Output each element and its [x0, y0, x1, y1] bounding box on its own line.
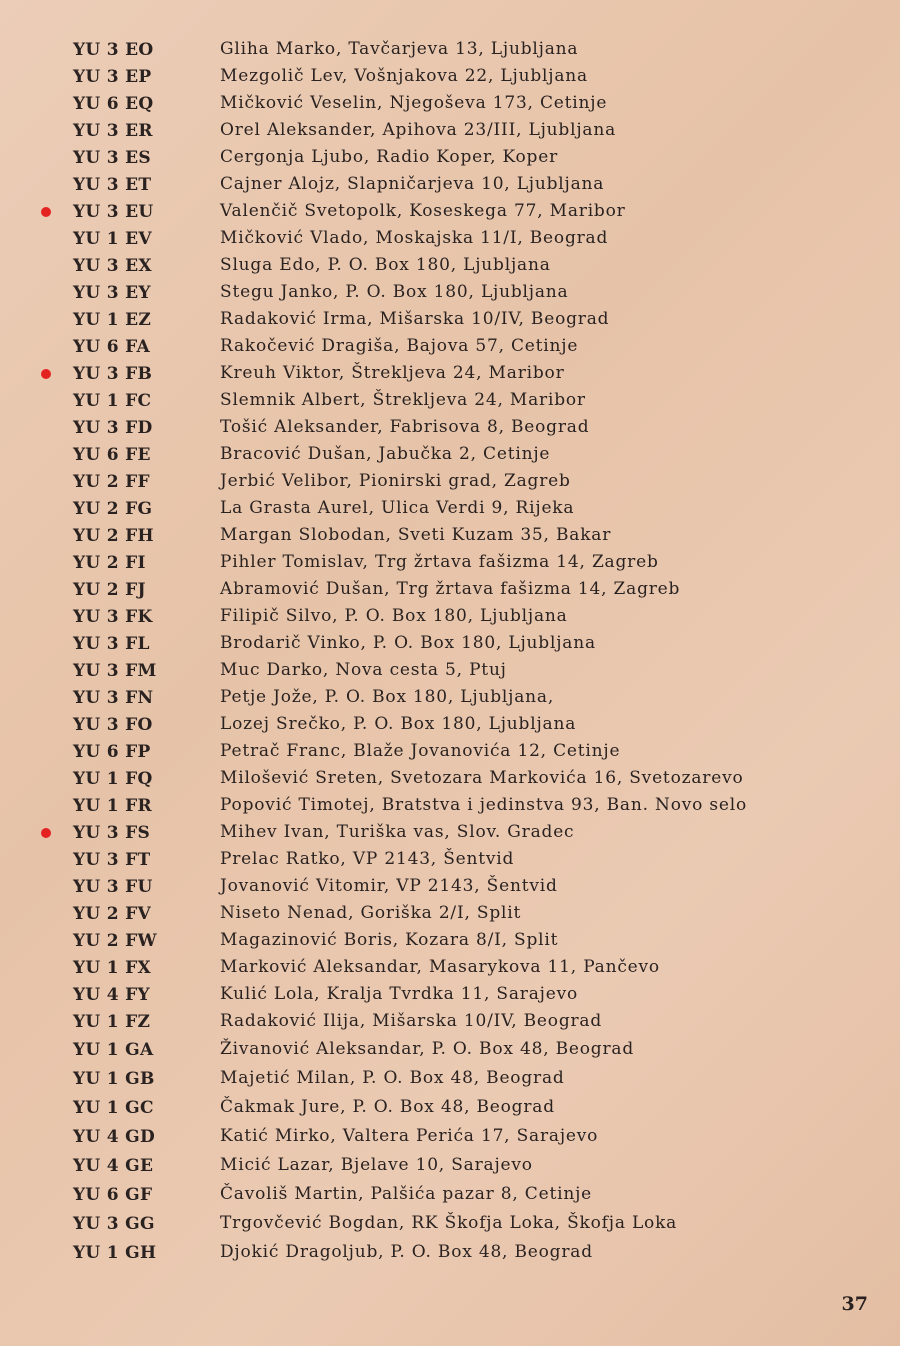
list-item: [0, 847, 900, 874]
entry-text: Tošić Aleksander, Fabrisova 8, Beograd: [220, 417, 590, 437]
list-item: [0, 523, 900, 550]
callsign: YU 2 FH: [73, 526, 154, 546]
list-item: [0, 145, 900, 172]
callsign: YU 3 EP: [73, 67, 152, 87]
list-item: [0, 253, 900, 280]
callsign: YU 6 FE: [73, 445, 151, 465]
callsign: YU 3 GG: [73, 1214, 155, 1234]
list-item: [0, 550, 900, 577]
callsign: YU 4 FY: [73, 985, 150, 1005]
entry-text: Marković Aleksandar, Masarykova 11, Pančevo: [220, 957, 660, 977]
page-number: 37: [841, 1293, 868, 1315]
callsign: YU 4 GE: [73, 1156, 154, 1176]
entry-text: Čavoliš Martin, Palšića pazar 8, Cetinje: [220, 1184, 593, 1204]
list-item: [0, 604, 900, 631]
callsign: YU 2 FW: [73, 931, 157, 951]
entry-text: Rakočević Dragiša, Bajova 57, Cetinje: [220, 336, 579, 356]
entry-text: Margan Slobodan, Sveti Kuzam 35, Bakar: [220, 525, 612, 545]
callsign: YU 4 GD: [73, 1127, 155, 1147]
list-item: [0, 1124, 900, 1153]
list-item: [0, 1095, 900, 1124]
list-item: [0, 1153, 900, 1182]
entry-text: Prelac Ratko, VP 2143, Šentvid: [220, 849, 515, 869]
callsign: YU 6 FP: [73, 742, 151, 762]
callsign: YU 3 FL: [73, 634, 150, 654]
list-item: [0, 901, 900, 928]
entry-text: Stegu Janko, P. O. Box 180, Ljubljana: [220, 282, 569, 302]
callsign: YU 3 EX: [73, 256, 152, 276]
entry-text: Kreuh Viktor, Štrekljeva 24, Maribor: [220, 363, 565, 383]
list-item: [0, 334, 900, 361]
list-item: [0, 577, 900, 604]
list-item: [0, 388, 900, 415]
callsign: YU 1 GA: [73, 1040, 154, 1060]
list-item: [0, 172, 900, 199]
list-item: [0, 226, 900, 253]
entry-text: Trgovčević Bogdan, RK Škofja Loka, Škofja Loka: [220, 1213, 678, 1233]
list-item: [0, 739, 900, 766]
entry-text: Popović Timotej, Bratstva i jedinstva 93, Ban. Novo selo: [220, 795, 748, 815]
list-item: [0, 982, 900, 1009]
entry-text: Niseto Nenad, Goriška 2/I, Split: [220, 903, 522, 923]
callsign: YU 3 FN: [73, 688, 154, 708]
entry-text: Čakmak Jure, P. O. Box 48, Beograd: [220, 1097, 555, 1117]
list-item: [0, 496, 900, 523]
list-item: [0, 1211, 900, 1240]
callsign: YU 3 EO: [73, 40, 154, 60]
callsign: YU 3 ET: [73, 175, 152, 195]
callsign: YU 1 EZ: [73, 310, 152, 330]
callsign: YU 2 FG: [73, 499, 153, 519]
callsign: YU 1 GC: [73, 1098, 154, 1118]
entry-text: Milošević Sreten, Svetozara Markovića 16, Svetozarevo: [220, 768, 744, 788]
entry-text: Živanović Aleksandar, P. O. Box 48, Beograd: [220, 1039, 635, 1059]
entry-text: Jovanović Vitomir, VP 2143, Šentvid: [220, 876, 558, 896]
entry-text: Brodarič Vinko, P. O. Box 180, Ljubljana: [220, 633, 596, 653]
entry-text: Radaković Ilija, Mišarska 10/IV, Beograd: [220, 1011, 603, 1031]
red-dot-marker: [41, 828, 51, 838]
list-item: [0, 1009, 900, 1037]
list-item: [0, 1182, 900, 1211]
callsign: YU 2 FI: [73, 553, 146, 573]
callsign: YU 3 EY: [73, 283, 151, 303]
callsign: YU 3 ES: [73, 148, 151, 168]
callsign: YU 3 FK: [73, 607, 153, 627]
entry-text: Mezgolič Lev, Vošnjakova 22, Ljubljana: [220, 66, 588, 86]
entry-text: Petrač Franc, Blaže Jovanovića 12, Cetinje: [220, 741, 621, 761]
entry-text: Djokić Dragoljub, P. O. Box 48, Beograd: [220, 1242, 593, 1262]
entry-text: Orel Aleksander, Apihova 23/III, Ljubljana: [220, 120, 617, 140]
list-item: [0, 415, 900, 442]
callsign: YU 2 FJ: [73, 580, 146, 600]
list-item: [0, 469, 900, 496]
list-item: [0, 685, 900, 712]
entry-text: Valenčič Svetopolk, Koseskega 77, Maribor: [220, 201, 626, 221]
callsign: YU 2 FV: [73, 904, 151, 924]
callsign: YU 1 GH: [73, 1243, 157, 1263]
callsign: YU 1 FR: [73, 796, 152, 816]
entry-text: Mičković Vlado, Moskajska 11/I, Beograd: [220, 228, 609, 248]
callsign: YU 1 FQ: [73, 769, 153, 789]
entry-text: Cajner Alojz, Slapničarjeva 10, Ljubljana: [220, 174, 605, 194]
list-item: [0, 361, 900, 388]
callsign: YU 3 FT: [73, 850, 151, 870]
list-item: [0, 874, 900, 901]
entry-text: Sluga Edo, P. O. Box 180, Ljubljana: [220, 255, 551, 275]
callsign: YU 3 FU: [73, 877, 153, 897]
callsign: YU 1 FC: [73, 391, 152, 411]
list-item: [0, 64, 900, 91]
list-item: [0, 199, 900, 226]
entry-text: Magazinović Boris, Kozara 8/I, Split: [220, 930, 559, 950]
list-item: [0, 820, 900, 847]
callsign: YU 1 GB: [73, 1069, 155, 1089]
list-item: [0, 118, 900, 145]
red-dot-marker: [41, 207, 51, 217]
callsign: YU 1 FX: [73, 958, 151, 978]
list-item: [0, 1240, 900, 1269]
callsign: YU 6 GF: [73, 1185, 153, 1205]
entry-text: Cergonja Ljubo, Radio Koper, Koper: [220, 147, 559, 167]
list-item: [0, 955, 900, 982]
list-item: [0, 1037, 900, 1066]
entry-text: Bracović Dušan, Jabučka 2, Cetinje: [220, 444, 551, 464]
entry-text: La Grasta Aurel, Ulica Verdi 9, Rijeka: [220, 498, 575, 518]
callsign: YU 2 FF: [73, 472, 150, 492]
list-item: [0, 442, 900, 469]
callsign: YU 1 FZ: [73, 1012, 151, 1032]
entry-text: Pihler Tomislav, Trg žrtava fašizma 14, Zagreb: [220, 552, 659, 572]
entry-text: Gliha Marko, Tavčarjeva 13, Ljubljana: [220, 39, 579, 59]
entry-text: Lozej Srečko, P. O. Box 180, Ljubljana: [220, 714, 577, 734]
callsign: YU 3 FM: [73, 661, 157, 681]
entry-text: Muc Darko, Nova cesta 5, Ptuj: [220, 660, 507, 680]
list-item: [0, 793, 900, 820]
callsign-list: [0, 37, 900, 1269]
callsign: YU 6 FA: [73, 337, 150, 357]
list-item: [0, 658, 900, 685]
entry-text: Slemnik Albert, Štrekljeva 24, Maribor: [220, 390, 586, 410]
list-item: [0, 280, 900, 307]
entry-text: Majetić Milan, P. O. Box 48, Beograd: [220, 1068, 565, 1088]
entry-text: Mičković Veselin, Njegoševa 173, Cetinje: [220, 93, 608, 113]
entry-text: Katić Mirko, Valtera Perića 17, Sarajevo: [220, 1126, 599, 1146]
entry-text: Micić Lazar, Bjelave 10, Sarajevo: [220, 1155, 533, 1175]
callsign: YU 3 EU: [73, 202, 154, 222]
list-item: [0, 91, 900, 118]
callsign: YU 1 EV: [73, 229, 152, 249]
entry-text: Mihev Ivan, Turiška vas, Slov. Gradec: [220, 822, 575, 842]
callsign: YU 3 FO: [73, 715, 153, 735]
callsign: YU 3 FD: [73, 418, 153, 438]
list-item: [0, 928, 900, 955]
list-item: [0, 631, 900, 658]
list-item: [0, 712, 900, 739]
entry-text: Radaković Irma, Mišarska 10/IV, Beograd: [220, 309, 610, 329]
entry-text: Jerbić Velibor, Pionirski grad, Zagreb: [220, 471, 571, 491]
list-item: [0, 307, 900, 334]
entry-text: Abramović Dušan, Trg žrtava fašizma 14, Zagreb: [220, 579, 681, 599]
red-dot-marker: [41, 369, 51, 379]
callsign: YU 3 ER: [73, 121, 153, 141]
callsign: YU 3 FB: [73, 364, 153, 384]
list-item: [0, 1066, 900, 1095]
entry-text: Kulić Lola, Kralja Tvrdka 11, Sarajevo: [220, 984, 579, 1004]
callsign: YU 3 FS: [73, 823, 151, 843]
callsign: YU 6 EQ: [73, 94, 154, 114]
entry-text: Filipič Silvo, P. O. Box 180, Ljubljana: [220, 606, 568, 626]
list-item: [0, 37, 900, 64]
entry-text: Petje Jože, P. O. Box 180, Ljubljana,: [220, 687, 555, 707]
list-item: [0, 766, 900, 793]
